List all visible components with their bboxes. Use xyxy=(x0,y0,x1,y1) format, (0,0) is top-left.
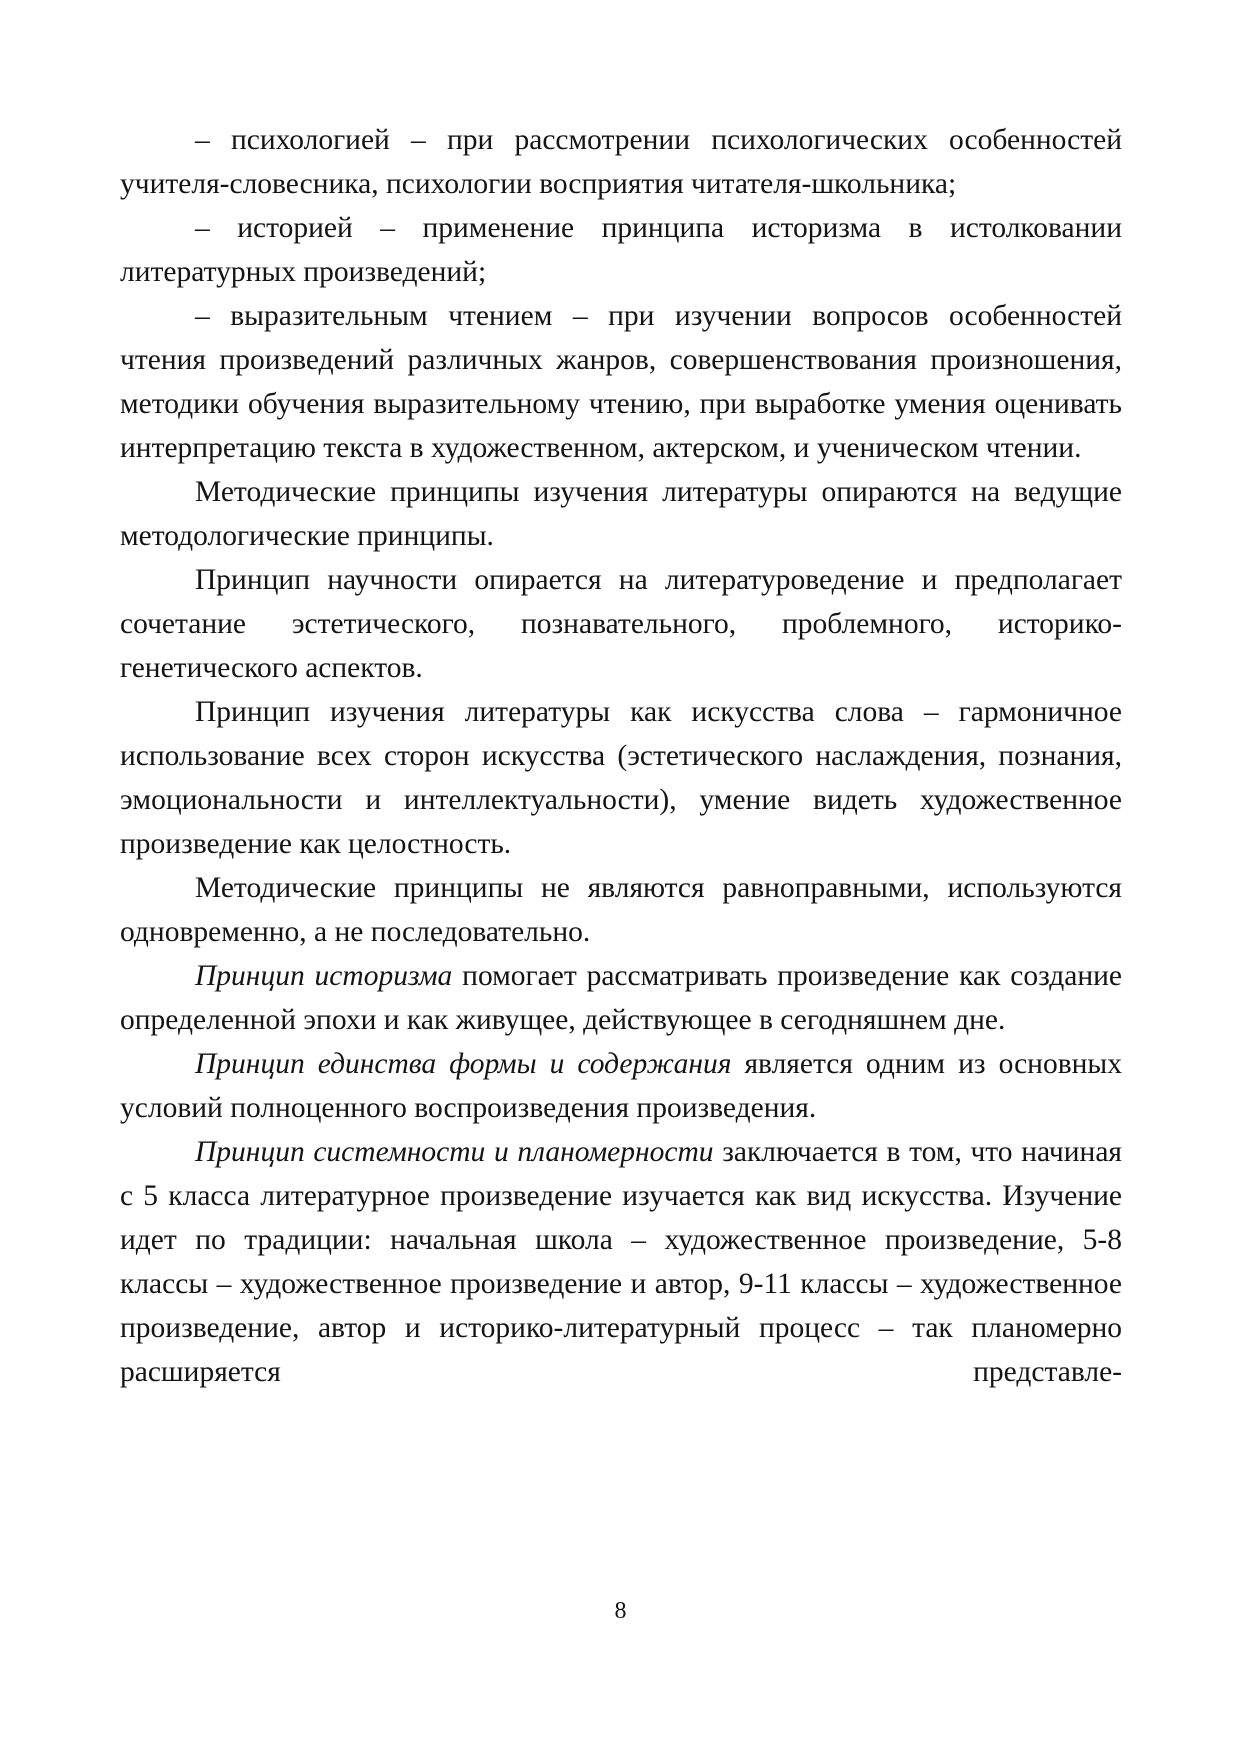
paragraph-form-content-principle xyxy=(120,1042,1122,1130)
term-systematic: Принцип системности и планомерности xyxy=(195,1136,714,1168)
paragraph-form-content-text: является одним из основных условий полноценного воспроизведения произведения. xyxy=(120,1048,1123,1124)
paragraph-systematic-principle xyxy=(120,1130,1122,1394)
page-number: 8 xyxy=(614,1598,627,1624)
paragraph-historicism-principle xyxy=(120,954,1122,1042)
paragraph-art-of-word-principle: Принцип изучения литературы как искусства слова – гармоничное использование всех сторон искусства (эстетического наслаждения, познания, эмоциональности и интеллектуальности), умение видеть художественное произведение как целостность. xyxy=(120,696,1122,860)
page-body xyxy=(120,118,1122,1394)
paragraph-not-equal-principles: Методические принципы не являются равноправными, используются одновременно, а не последовательно. xyxy=(120,872,1122,948)
paragraph-methodical-principles: Методические принципы изучения литературы опираются на ведущие методологические принципы. xyxy=(120,476,1122,552)
paragraph-historicism-text: помогает рассматривать произведение как создание определенной эпохи и как живущее, действующее в сегодняшнем дне. xyxy=(120,960,1122,1036)
paragraph-psychology: – психологией – при рассмотрении психологических особенностей учителя-словесника, психологии восприятия читателя-школьника; xyxy=(120,124,1122,200)
paragraph-scientific-principle: Принцип научности опирается на литературоведение и предполагает сочетание эстетического, познавательного, проблемного, историко-генетического аспектов. xyxy=(120,564,1122,684)
paragraph-history: – историей – применение принципа историзма в истолковании литературных произведений; xyxy=(120,212,1122,288)
term-historicism: Принцип историзма xyxy=(195,960,453,992)
paragraph-systematic-text: заключается в том, что начиная с 5 класса литературное произведение изучается как вид искусства. Изучение идет по традиции: начальная школа – художественное произведение, 5-8 классы – художественное произведение и автор, 9-11 классы – художественное произведение, автор и историко-литературный процесс – так планомерно расширяется представле- xyxy=(120,1136,1122,1388)
term-form-content: Принцип единства формы и содержания xyxy=(195,1048,732,1080)
paragraph-expressive-reading: – выразительным чтением – при изучении вопросов особенностей чтения произведений различных жанров, совершенствования произношения, методики обучения выразительному чтению, при выработке умения оценивать интерпретацию текста в художественном, актерском, и ученическом чтении. xyxy=(120,300,1122,464)
